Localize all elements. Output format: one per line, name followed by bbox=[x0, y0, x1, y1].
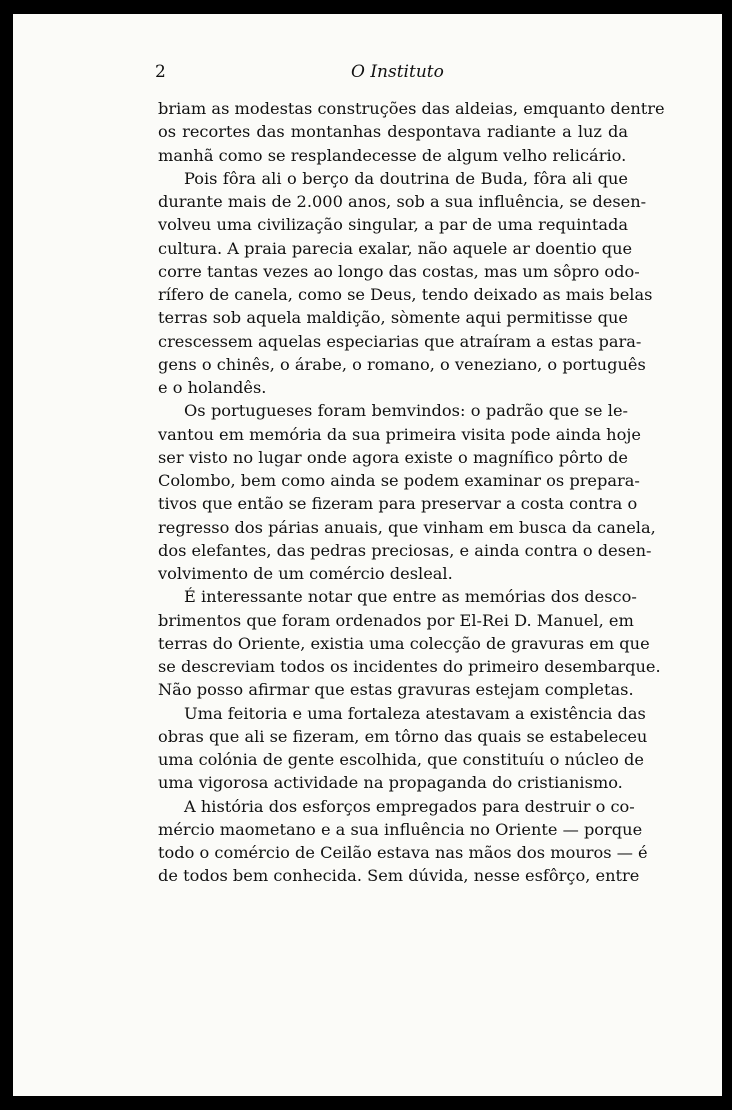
running-title: O Instituto bbox=[351, 62, 444, 82]
body-text bbox=[158, 97, 665, 888]
text-line: todo o comércio de Ceilão estava nas mãos dos mouros — é bbox=[158, 843, 648, 862]
text-line: terras sob aquela maldição, sòmente aqui permitisse que bbox=[158, 308, 628, 328]
running-head bbox=[13, 62, 722, 86]
book-page bbox=[13, 14, 722, 1096]
text-line: tivos que então se fizeram para preservar a costa contra o bbox=[158, 494, 638, 514]
paragraph-start-line: Uma feitoria e uma fortaleza atestavam a existência das bbox=[184, 703, 646, 723]
text-line: brimentos que foram ordenados por El-Rei D. Manuel, em bbox=[158, 610, 634, 630]
text-line: uma colónia de gente escolhida, que constituíu o núcleo de bbox=[158, 750, 644, 769]
text-line: se descreviam todos os incidentes do primeiro desembarque. bbox=[158, 657, 661, 676]
text-line: Colombo, bem como ainda se podem examinar os prepara- bbox=[158, 471, 640, 490]
text-line: uma vigorosa actividade na propaganda do cristianismo. bbox=[158, 773, 623, 793]
text-line: crescessem aquelas especiarias que atraíram a estas para- bbox=[158, 331, 642, 351]
text-line: cultura. A praia parecia exalar, não aquele ar doentio que bbox=[158, 238, 633, 258]
paragraph-start-line: É interessante notar que entre as memórias dos desco- bbox=[184, 587, 637, 607]
text-line: obras que ali se fizeram, em tôrno das quais se estabeleceu bbox=[158, 726, 648, 746]
text-line: e o holandês. bbox=[158, 378, 267, 397]
text-line: durante mais de 2.000 anos, sob a sua influência, se desen- bbox=[158, 192, 647, 211]
text-line: rífero de canela, como se Deus, tendo deixado as mais belas bbox=[158, 285, 653, 304]
text-line: corre tantas vezes ao longo das costas, mas um sôpro odo- bbox=[158, 261, 640, 281]
page-number: 2 bbox=[155, 62, 166, 82]
text-line: Não posso afirmar que estas gravuras estejam completas. bbox=[158, 680, 634, 700]
paragraph-start-line: Pois fôra ali o berço da doutrina de Buda, fôra ali que bbox=[184, 168, 628, 188]
text-line: volveu uma civilização singular, a par de uma requintada bbox=[158, 215, 628, 235]
text-line: de todos bem conhecida. Sem dúvida, nesse esfôrço, entre bbox=[158, 866, 640, 886]
text-line: vantou em memória da sua primeira visita pode ainda hoje bbox=[158, 424, 641, 444]
text-line: regresso dos párias anuais, que vinham em busca da canela, bbox=[158, 517, 656, 537]
text-line: ser visto no lugar onde agora existe o magnífico pôrto de bbox=[158, 447, 628, 467]
paragraph-start-line: Os portugueses foram bemvindos: o padrão que se le- bbox=[184, 401, 628, 421]
text-line: os recortes das montanhas despontava radiante a luz da bbox=[158, 122, 628, 142]
text-line: terras do Oriente, existia uma colecção de gravuras em que bbox=[158, 633, 650, 653]
text-line: volvimento de um comércio desleal. bbox=[158, 564, 453, 583]
paragraph-start-line: A história dos esforços empregados para destruir o co- bbox=[184, 796, 635, 816]
text-line: manhã como se resplandecesse de algum velho relicário. bbox=[158, 145, 627, 165]
text-line: briam as modestas construções das aldeias, emquanto dentre bbox=[158, 99, 665, 118]
text-line: dos elefantes, das pedras preciosas, e ainda contra o desen- bbox=[158, 540, 652, 560]
text-line: mércio maometano e a sua influência no Oriente — porque bbox=[158, 819, 643, 839]
text-line: gens o chinês, o árabe, o romano, o veneziano, o português bbox=[158, 354, 646, 374]
